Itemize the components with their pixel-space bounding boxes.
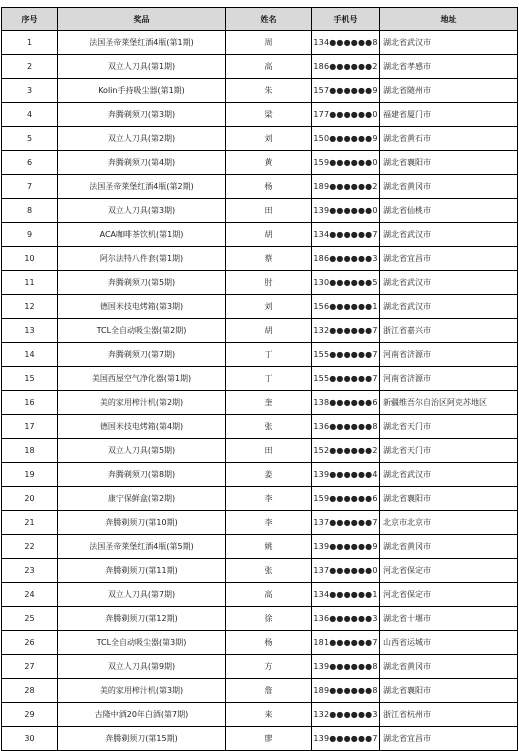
- row-address: 湖北省十堰市: [380, 607, 518, 631]
- row-index: 9: [2, 223, 58, 247]
- table-row: [2, 679, 518, 703]
- row-name: 方: [226, 655, 312, 679]
- row-index: 3: [2, 79, 58, 103]
- row-index: 1: [2, 31, 58, 55]
- table-row: [2, 607, 518, 631]
- row-prize: 双立人刀具(第3期): [58, 199, 226, 223]
- table-row: [2, 439, 518, 463]
- row-prize: 双立人刀具(第9期): [58, 655, 226, 679]
- table-body: [2, 31, 518, 751]
- header-phone: 手机号: [312, 8, 380, 31]
- row-prize: 法国圣帝莱堡红酒4瓶(第2期): [58, 175, 226, 199]
- table-row: [2, 535, 518, 559]
- row-name: 廖: [226, 727, 312, 751]
- row-index: 7: [2, 175, 58, 199]
- row-index: 11: [2, 271, 58, 295]
- row-index: 14: [2, 343, 58, 367]
- row-address: 浙江省嘉兴市: [380, 319, 518, 343]
- header-index: 序号: [2, 8, 58, 31]
- header-prize: 奖品: [58, 8, 226, 31]
- row-prize: 康宁保鲜盒(第2期): [58, 487, 226, 511]
- row-phone: 134●●●●●●7: [312, 223, 380, 247]
- row-phone: 137●●●●●●7: [312, 511, 380, 535]
- table-row: [2, 127, 518, 151]
- header-address: 地址: [380, 8, 518, 31]
- row-phone: 189●●●●●●2: [312, 175, 380, 199]
- row-name: 肘: [226, 271, 312, 295]
- row-prize: 奔腾剃须刀(第3期): [58, 103, 226, 127]
- row-address: 河南省济源市: [380, 343, 518, 367]
- row-name: 李: [226, 487, 312, 511]
- row-index: 2: [2, 55, 58, 79]
- row-prize: 奔腾剃须刀(第12期): [58, 607, 226, 631]
- row-address: 湖北省黄石市: [380, 127, 518, 151]
- row-index: 23: [2, 559, 58, 583]
- row-prize: 美国西屋空气净化器(第1期): [58, 367, 226, 391]
- table-row: [2, 319, 518, 343]
- table-row: [2, 391, 518, 415]
- row-address: 湖北省襄阳市: [380, 487, 518, 511]
- row-name: 张: [226, 559, 312, 583]
- table-row: [2, 103, 518, 127]
- row-name: 詹: [226, 679, 312, 703]
- winners-table: [1, 7, 518, 751]
- row-phone: 177●●●●●●0: [312, 103, 380, 127]
- row-name: 丁: [226, 343, 312, 367]
- row-phone: 137●●●●●●0: [312, 559, 380, 583]
- row-index: 4: [2, 103, 58, 127]
- row-prize: 奔腾剃须刀(第4期): [58, 151, 226, 175]
- row-prize: 法国圣帝莱堡红酒4瓶(第5期): [58, 535, 226, 559]
- row-index: 27: [2, 655, 58, 679]
- row-phone: 132●●●●●●7: [312, 319, 380, 343]
- row-name: 奎: [226, 391, 312, 415]
- row-prize: 奔腾剃须刀(第10期): [58, 511, 226, 535]
- row-address: 湖北省黄冈市: [380, 655, 518, 679]
- row-phone: 139●●●●●●0: [312, 199, 380, 223]
- row-address: 湖北省武汉市: [380, 463, 518, 487]
- row-address: 湖北省武汉市: [380, 223, 518, 247]
- table-row: [2, 295, 518, 319]
- row-address: 湖北省襄阳市: [380, 679, 518, 703]
- row-address: 北京市北京市: [380, 511, 518, 535]
- row-index: 16: [2, 391, 58, 415]
- row-address: 湖北省武汉市: [380, 31, 518, 55]
- row-address: 湖北省宜昌市: [380, 727, 518, 751]
- row-name: 姚: [226, 535, 312, 559]
- row-index: 10: [2, 247, 58, 271]
- row-phone: 134●●●●●●8: [312, 31, 380, 55]
- table-row: [2, 703, 518, 727]
- row-phone: 157●●●●●●9: [312, 79, 380, 103]
- row-address: 湖北省襄阳市: [380, 151, 518, 175]
- row-prize: 双立人刀具(第1期): [58, 55, 226, 79]
- row-name: 胡: [226, 319, 312, 343]
- row-address: 湖北省武汉市: [380, 295, 518, 319]
- row-index: 28: [2, 679, 58, 703]
- row-address: 山西省运城市: [380, 631, 518, 655]
- row-name: 来: [226, 703, 312, 727]
- table-row: [2, 367, 518, 391]
- row-name: 高: [226, 583, 312, 607]
- table-row: [2, 79, 518, 103]
- table-row: [2, 487, 518, 511]
- row-prize: TCL全自动吸尘器(第2期): [58, 319, 226, 343]
- row-address: 湖北省天门市: [380, 415, 518, 439]
- table-header-row: [2, 8, 518, 31]
- table-row: [2, 199, 518, 223]
- row-address: 福建省厦门市: [380, 103, 518, 127]
- row-prize: 奔腾剃须刀(第11期): [58, 559, 226, 583]
- row-prize: Kolin手持吸尘器(第1期): [58, 79, 226, 103]
- row-prize: 双立人刀具(第5期): [58, 439, 226, 463]
- table-row: [2, 55, 518, 79]
- row-phone: 136●●●●●●3: [312, 607, 380, 631]
- row-name: 徐: [226, 607, 312, 631]
- table-row: [2, 559, 518, 583]
- row-phone: 156●●●●●●1: [312, 295, 380, 319]
- row-name: 刘: [226, 127, 312, 151]
- table-row: [2, 655, 518, 679]
- row-phone: 186●●●●●●3: [312, 247, 380, 271]
- row-phone: 139●●●●●●8: [312, 655, 380, 679]
- row-address: 湖北省天门市: [380, 439, 518, 463]
- row-address: 湖北省仙桃市: [380, 199, 518, 223]
- row-name: 胡: [226, 223, 312, 247]
- row-phone: 189●●●●●●8: [312, 679, 380, 703]
- row-index: 25: [2, 607, 58, 631]
- row-name: 田: [226, 439, 312, 463]
- table-row: [2, 583, 518, 607]
- table-row: [2, 151, 518, 175]
- row-address: 河北省保定市: [380, 559, 518, 583]
- row-phone: 139●●●●●●7: [312, 727, 380, 751]
- row-prize: 美的家用榨汁机(第2期): [58, 391, 226, 415]
- table-row: [2, 271, 518, 295]
- row-name: 黄: [226, 151, 312, 175]
- row-name: 朱: [226, 79, 312, 103]
- row-address: 湖北省黄冈市: [380, 175, 518, 199]
- row-index: 24: [2, 583, 58, 607]
- row-prize: 法国圣帝莱堡红酒4瓶(第1期): [58, 31, 226, 55]
- row-prize: 德国米技电烤箱(第3期): [58, 295, 226, 319]
- row-prize: 奔腾剃须刀(第15期): [58, 727, 226, 751]
- row-address: 湖北省随州市: [380, 79, 518, 103]
- row-name: 张: [226, 415, 312, 439]
- row-address: 新疆维吾尔自治区阿克苏地区: [380, 391, 518, 415]
- row-name: 梁: [226, 103, 312, 127]
- row-prize: 奔腾剃须刀(第8期): [58, 463, 226, 487]
- table-row: [2, 343, 518, 367]
- row-index: 19: [2, 463, 58, 487]
- table-row: [2, 463, 518, 487]
- row-name: 周: [226, 31, 312, 55]
- row-name: 杨: [226, 175, 312, 199]
- row-name: 李: [226, 511, 312, 535]
- row-phone: 134●●●●●●1: [312, 583, 380, 607]
- row-index: 13: [2, 319, 58, 343]
- table-row: [2, 31, 518, 55]
- row-name: 蔡: [226, 247, 312, 271]
- row-prize: 双立人刀具(第2期): [58, 127, 226, 151]
- table-row: [2, 631, 518, 655]
- row-phone: 150●●●●●●9: [312, 127, 380, 151]
- row-phone: 155●●●●●●7: [312, 367, 380, 391]
- row-index: 6: [2, 151, 58, 175]
- row-phone: 132●●●●●●3: [312, 703, 380, 727]
- row-name: 姜: [226, 463, 312, 487]
- row-phone: 186●●●●●●2: [312, 55, 380, 79]
- row-name: 杨: [226, 631, 312, 655]
- row-address: 湖北省黄冈市: [380, 535, 518, 559]
- row-phone: 181●●●●●●7: [312, 631, 380, 655]
- row-prize: 双立人刀具(第7期): [58, 583, 226, 607]
- header-name: 姓名: [226, 8, 312, 31]
- row-name: 田: [226, 199, 312, 223]
- row-index: 15: [2, 367, 58, 391]
- row-address: 湖北省孝感市: [380, 55, 518, 79]
- row-phone: 155●●●●●●7: [312, 343, 380, 367]
- row-phone: 139●●●●●●9: [312, 535, 380, 559]
- row-phone: 130●●●●●●5: [312, 271, 380, 295]
- row-address: 湖北省宜昌市: [380, 247, 518, 271]
- row-index: 29: [2, 703, 58, 727]
- table-row: [2, 415, 518, 439]
- table-row: [2, 727, 518, 751]
- row-phone: 139●●●●●●4: [312, 463, 380, 487]
- row-prize: TCL全自动吸尘器(第3期): [58, 631, 226, 655]
- row-address: 湖北省武汉市: [380, 271, 518, 295]
- row-prize: ACA咖啡茶饮机(第1期): [58, 223, 226, 247]
- row-index: 12: [2, 295, 58, 319]
- row-name: 刘: [226, 295, 312, 319]
- row-index: 22: [2, 535, 58, 559]
- row-phone: 138●●●●●●6: [312, 391, 380, 415]
- row-index: 17: [2, 415, 58, 439]
- row-prize: 阿尔法特八件套(第1期): [58, 247, 226, 271]
- row-prize: 奔腾剃须刀(第7期): [58, 343, 226, 367]
- row-phone: 159●●●●●●0: [312, 151, 380, 175]
- row-index: 30: [2, 727, 58, 751]
- row-address: 河北省保定市: [380, 583, 518, 607]
- row-prize: 奔腾剃须刀(第5期): [58, 271, 226, 295]
- row-prize: 美的家用榨汁机(第3期): [58, 679, 226, 703]
- table-row: [2, 223, 518, 247]
- row-address: 浙江省杭州市: [380, 703, 518, 727]
- row-index: 26: [2, 631, 58, 655]
- table-row: [2, 511, 518, 535]
- row-index: 8: [2, 199, 58, 223]
- row-prize: 古隆中酒20年白酒(第7期): [58, 703, 226, 727]
- row-phone: 159●●●●●●6: [312, 487, 380, 511]
- row-name: 丁: [226, 367, 312, 391]
- row-prize: 德国米技电烤箱(第4期): [58, 415, 226, 439]
- row-phone: 136●●●●●●8: [312, 415, 380, 439]
- row-index: 5: [2, 127, 58, 151]
- row-index: 21: [2, 511, 58, 535]
- table-row: [2, 247, 518, 271]
- row-phone: 152●●●●●●2: [312, 439, 380, 463]
- row-address: 河南省济源市: [380, 367, 518, 391]
- row-name: 高: [226, 55, 312, 79]
- row-index: 18: [2, 439, 58, 463]
- table-row: [2, 175, 518, 199]
- row-index: 20: [2, 487, 58, 511]
